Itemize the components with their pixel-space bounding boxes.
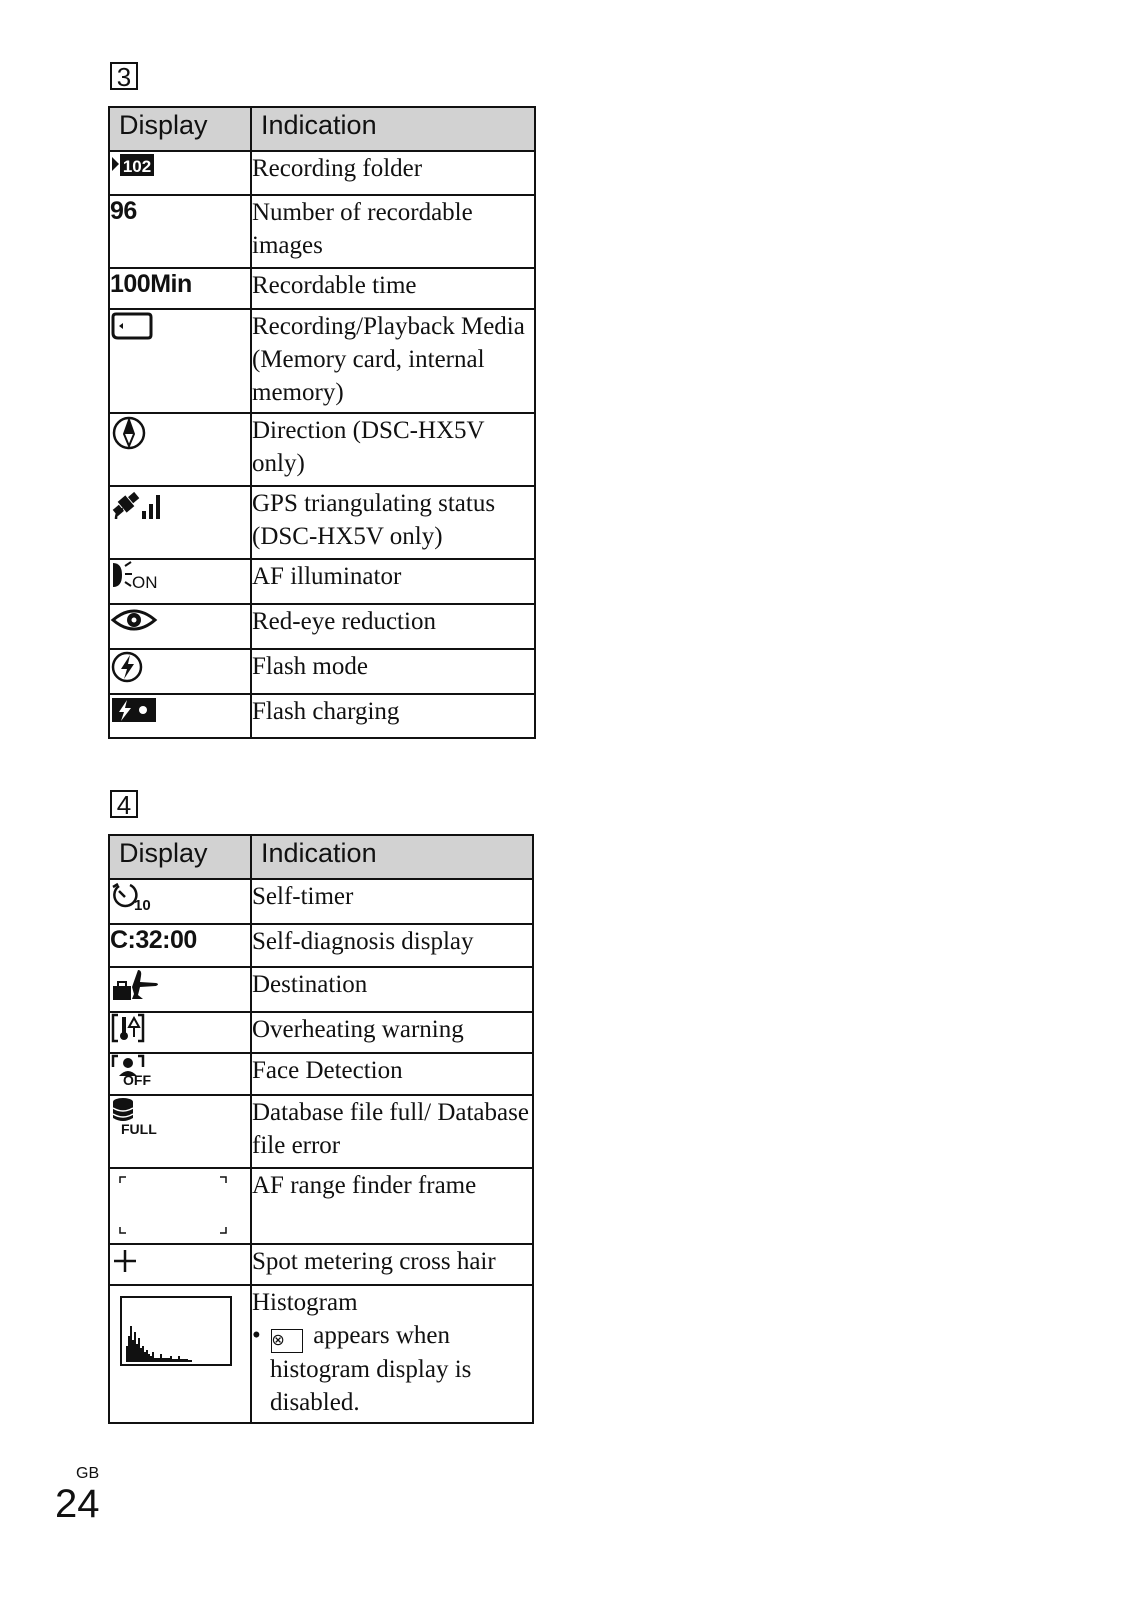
- indication-cell: Recording/Playback Media (Memory card, internal memory): [251, 309, 535, 413]
- display-cell: [109, 268, 251, 309]
- table-row: [109, 1053, 533, 1095]
- recordable-time-value: 100Min: [110, 270, 192, 298]
- display-cell: [109, 1012, 251, 1053]
- display-cell: [109, 151, 251, 195]
- table-row: [109, 151, 535, 195]
- crosshair-icon: [110, 1245, 140, 1275]
- flash-mode-icon: [110, 650, 148, 684]
- indication-cell: Direction (DSC-HX5V only): [251, 413, 535, 486]
- section-marker-3: 3: [110, 62, 138, 90]
- table-row: [109, 604, 535, 649]
- memory-card-icon: [110, 310, 154, 342]
- indication-cell: Red-eye reduction: [251, 604, 535, 649]
- overheating-icon: [110, 1013, 150, 1043]
- table-row: [109, 268, 535, 309]
- display-cell: [109, 967, 251, 1012]
- table-row: [109, 559, 535, 604]
- indication-cell: [251, 1285, 533, 1423]
- table-row: [109, 1285, 533, 1423]
- column-header-indication: Indication: [251, 835, 533, 879]
- display-cell: [109, 195, 251, 268]
- red-eye-icon: [110, 605, 158, 635]
- database-full-icon: [110, 1096, 164, 1136]
- page-number: 24: [55, 1482, 100, 1526]
- page-language-label: GB: [76, 1465, 100, 1482]
- display-table-3: [108, 106, 536, 739]
- display-cell: [109, 649, 251, 694]
- af-frame-icon: [110, 1169, 248, 1241]
- display-cell: [109, 309, 251, 413]
- indication-cell: Spot metering cross hair: [251, 1244, 533, 1285]
- table-row: [109, 195, 535, 268]
- indication-cell: Face Detection: [251, 1053, 533, 1095]
- display-cell: [109, 559, 251, 604]
- table-row: [109, 694, 535, 738]
- af-illuminator-on-text: ON: [132, 573, 158, 590]
- indication-cell: Destination: [251, 967, 533, 1012]
- table-row: [109, 649, 535, 694]
- folder-number-text: 102: [122, 157, 152, 176]
- table-header-row: [109, 835, 533, 879]
- column-header-display: Display: [109, 107, 251, 151]
- table-row: [109, 967, 533, 1012]
- column-header-display: Display: [109, 835, 251, 879]
- display-table-4: [108, 834, 534, 1424]
- self-timer-icon: [110, 880, 154, 912]
- table-row: [109, 1012, 533, 1053]
- indication-cell: AF illuminator: [251, 559, 535, 604]
- destination-icon: [110, 968, 162, 1002]
- face-detection-off-text: OFF: [123, 1072, 151, 1086]
- database-full-text: FULL: [121, 1121, 157, 1136]
- self-diagnosis-code: C:32:00: [110, 926, 197, 954]
- display-cell: [109, 1168, 251, 1244]
- compass-icon: [110, 414, 150, 452]
- display-cell: [109, 924, 251, 967]
- table-row: [109, 924, 533, 967]
- indication-cell: Self-timer: [251, 879, 533, 924]
- table-row: [109, 1168, 533, 1244]
- af-illuminator-icon: [110, 560, 166, 590]
- recording-folder-icon: [110, 152, 156, 178]
- indication-cell: GPS triangulating status (DSC-HX5V only): [251, 486, 535, 559]
- histogram-disabled-icon: ⊗: [271, 1329, 303, 1353]
- table-row: [109, 1095, 533, 1168]
- self-timer-seconds-text: 10: [134, 897, 151, 912]
- indication-cell: Flash mode: [251, 649, 535, 694]
- flash-charging-icon: [110, 695, 158, 725]
- histogram-icon: [120, 1296, 234, 1368]
- display-cell: [109, 604, 251, 649]
- table-row: [109, 1244, 533, 1285]
- column-header-indication: Indication: [251, 107, 535, 151]
- face-detection-icon: [110, 1054, 160, 1086]
- table-row: [109, 486, 535, 559]
- section-marker-4: 4: [110, 790, 138, 818]
- indication-cell: Number of recordable images: [251, 195, 535, 268]
- bullet: •: [252, 1322, 261, 1349]
- indication-cell: Self-diagnosis display: [251, 924, 533, 967]
- table-row: [109, 413, 535, 486]
- histogram-title: Histogram: [252, 1289, 358, 1316]
- indication-cell: AF range finder frame: [251, 1168, 533, 1244]
- table-row: [109, 309, 535, 413]
- histogram-note: [252, 1319, 532, 1419]
- display-cell: [109, 1095, 251, 1168]
- indication-cell: Recordable time: [251, 268, 535, 309]
- display-cell: [109, 879, 251, 924]
- table-header-row: [109, 107, 535, 151]
- indication-cell: Flash charging: [251, 694, 535, 738]
- indication-cell: Overheating warning: [251, 1012, 533, 1053]
- indication-cell: Database file full/ Database file error: [251, 1095, 533, 1168]
- display-cell: [109, 1244, 251, 1285]
- table-row: [109, 879, 533, 924]
- display-cell: [109, 486, 251, 559]
- histogram-note-text: appears when histogram display is disabled.: [270, 1322, 472, 1416]
- display-cell: [109, 1285, 251, 1423]
- display-cell: [109, 1053, 251, 1095]
- display-cell: [109, 694, 251, 738]
- indication-cell: Recording folder: [251, 151, 535, 195]
- recordable-images-value: 96: [110, 197, 137, 225]
- display-cell: [109, 413, 251, 486]
- gps-signal-icon: [110, 487, 166, 523]
